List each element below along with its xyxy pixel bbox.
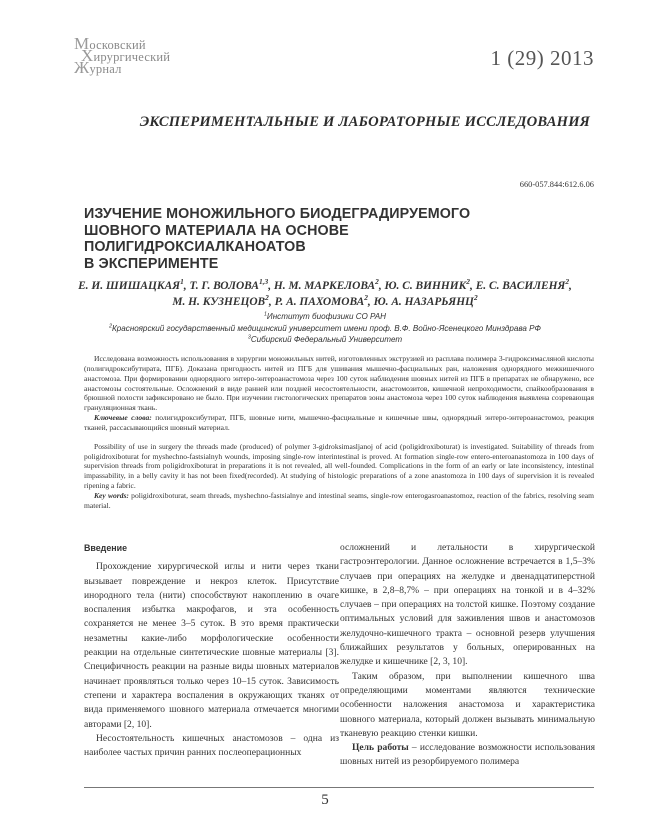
page-number: 5	[321, 792, 329, 808]
abstract-ru: Исследована возможность использования в хирургии моножильных нитей, изготовленных экструзией из расплава полимера 3-гидроксимасляной кислоты (полигидроксибутирата, ПГБ). Доказана пригодность нитей из ПГБ для ушивания мышечно-фасциальных ран, наложения однорядного межкишечного анастомоза. При формировании однорядного энтеро-энтероанастомоза через 100 суток наблюдения шовных нитей из ПГБ в препаратах не обнаружено, все анастомозы состоятельные. Осложнений в виде ранней или поздней несостоятельности, анастомозитов, кишечной непроходимости, спайкообразования в брюшной полости зафиксировано не было. При изучении гистологических препаратов зоны анастомоза через 100 суток наблюдения выявлена созревающая грануляционная ткань.	[84, 354, 594, 413]
title-line-3: В ЭКСПЕРИМЕНТЕ	[84, 255, 219, 272]
author: М. Н. КУЗНЕЦОВ	[172, 295, 266, 308]
author: Е. С. ВАСИЛЕНЯ	[475, 280, 566, 292]
author: Н. М. МАРКЕЛОВА	[273, 280, 376, 292]
paragraph: Прохождение хирургической иглы и нити через ткани вызывает повреждение и некроз клеток. Присутствие инородного тела (нити) способствуют накоплению в очаге воспаления избытка макрофагов, и эта особенность сохраняется не менее 3–5 суток. В это время практически незаметны какие-либо морфологические особенности реакции на отдельные синтетические шовные материалы [3]. Специфичность реакции на разные виды шовных материалов начинает проявляться только через 10–15 суток. Зависимость степени и характера воспаления в окружающих тканях от вида применяемого шовного материала отмечается многими авторами [2, 10].	[84, 561, 339, 730]
abstract-en: Possibility of use in surgery the threads made (produced) of polymer 3-gidroksimaslјanoj of acid (poligidroxiboturat) is investigated. Suitability of threads from poligidroxiboturat for myshechno-fastsialnyh wounds, imposing single-row interintestinal is proved. At formation single-row entero-enteroanastomoza in 100 days of supervision threads from poligidroxiboturat in preparations it is not revealed, all well-founded. Complications in the form of an early or late inconsistency, intestinal impassability, in a belly cavity it has not been fixed(recorded). At studying of histologic preparations of a zone anastomoza in 100 days of supervision it is revealed ripening a fabric.	[84, 441, 594, 491]
author: Ю. С. ВИННИК	[384, 280, 467, 292]
logo-line-1: Московский	[74, 34, 146, 53]
title-line-1: ИЗУЧЕНИЕ МОНОЖИЛЬНОГО БИОДЕГРАДИРУЕМОГО	[84, 206, 471, 222]
column-right	[340, 541, 595, 770]
column-left	[84, 541, 339, 760]
paragraph: осложнений и летальности в хирургической гастроэнтерологии. Данное осложнение встречается в 1,5–3% случаев при операциях на желудке и двенадцатиперстной кишке, в 2,8–8,7% – при операциях на тонкой и в 4–32% случаев – при операциях на толстой кишке. Поэтому создание оптимальных условий для заживления швов и анастомозов желудочно-кишечного тракта – основной резерв улучшения ближайших результатов у больных, оперированных на желудке и кишечнике [2, 3, 10].	[340, 542, 595, 668]
article-title	[84, 206, 544, 272]
author: Р. А. ПАХОМОВА	[274, 295, 365, 308]
affiliation: $^2$Красноярский государственный медицинский университет имени проф. В.Ф. Войно-Ясенецкого Минздрава РФ	[109, 322, 541, 333]
keywords-en: Key words: poligidroxiboturat, seam threads, myshechno-fastsialnye and intestinal seams, single-row enterogasroanastomoz, reaction of the fabrics, resolving seam material.	[84, 490, 594, 510]
journal-logo	[74, 34, 214, 77]
keywords-ru: Ключевые слова: полигидроксибутират, ПГБ, шовные нити, мышечно-фасциальные и кишечные швы, однорядный энтеро-энтероанастомоз, реакция тканей, рассасывающийся шовный материал.	[84, 413, 594, 432]
author-line-1: Е. И. ШИШАЦКАЯ$^1$, Т. Г. ВОЛОВА$^{1,3}$, Н. М. МАРКЕЛОВА$^2$, Ю. С. ВИННИК$^2$, Е. С. ВАСИЛЕНЯ$^2$,	[78, 277, 572, 292]
title-line-2: ШОВНОГО МАТЕРИАЛА НА ОСНОВЕ ПОЛИГИДРОКСИАЛКАНОАТОВ	[84, 222, 349, 256]
author-list	[50, 279, 600, 311]
author: Ю. А. НАЗАРЬЯНЦ	[373, 295, 474, 308]
affiliation: $^3$Сибирский Федеральный Университет	[247, 334, 403, 345]
affiliation: $^1$Институт биофизики СО РАН	[263, 311, 387, 321]
author: Е. И. ШИШАЦКАЯ	[78, 280, 181, 292]
footer-rule	[84, 787, 594, 788]
paragraph: Таким образом, при выполнении кишечного шва определяющими моментами являются технические особенности наложения анастомоза и характеристика шовного материала, который должен вызывать минимальную тканевую реакцию стенки кишки.	[340, 670, 595, 739]
intro-heading: Введение	[84, 543, 128, 553]
paragraph: Цель работы – исследование возможности использования шовных нитей из резорбируемого полимера	[340, 742, 595, 768]
udc-code: 660-057.844:612.6.06	[519, 180, 594, 189]
section-title: ЭКСПЕРИМЕНТАЛЬНЫЕ И ЛАБОРАТОРНЫЕ ИССЛЕДОВАНИЯ	[139, 114, 590, 130]
author: Т. Г. ВОЛОВА	[189, 280, 259, 292]
logo-line-3: Журнал	[74, 58, 122, 77]
goal-label: Цель работы	[352, 742, 409, 754]
logo-line-2: Хирургический	[81, 46, 171, 65]
author-line-2: М. Н. КУЗНЕЦОВ$^2$, Р. А. ПАХОМОВА$^2$, Ю. А. НАЗАРЬЯНЦ$^2$	[172, 293, 478, 308]
abstract-block	[84, 354, 594, 511]
paragraph: Несостоятельность кишечных анастомозов – одна из наиболее частых причин ранних послеоперационных	[84, 732, 339, 759]
affiliations	[36, 311, 614, 346]
issue-number: 1 (29) 2013	[490, 46, 594, 70]
